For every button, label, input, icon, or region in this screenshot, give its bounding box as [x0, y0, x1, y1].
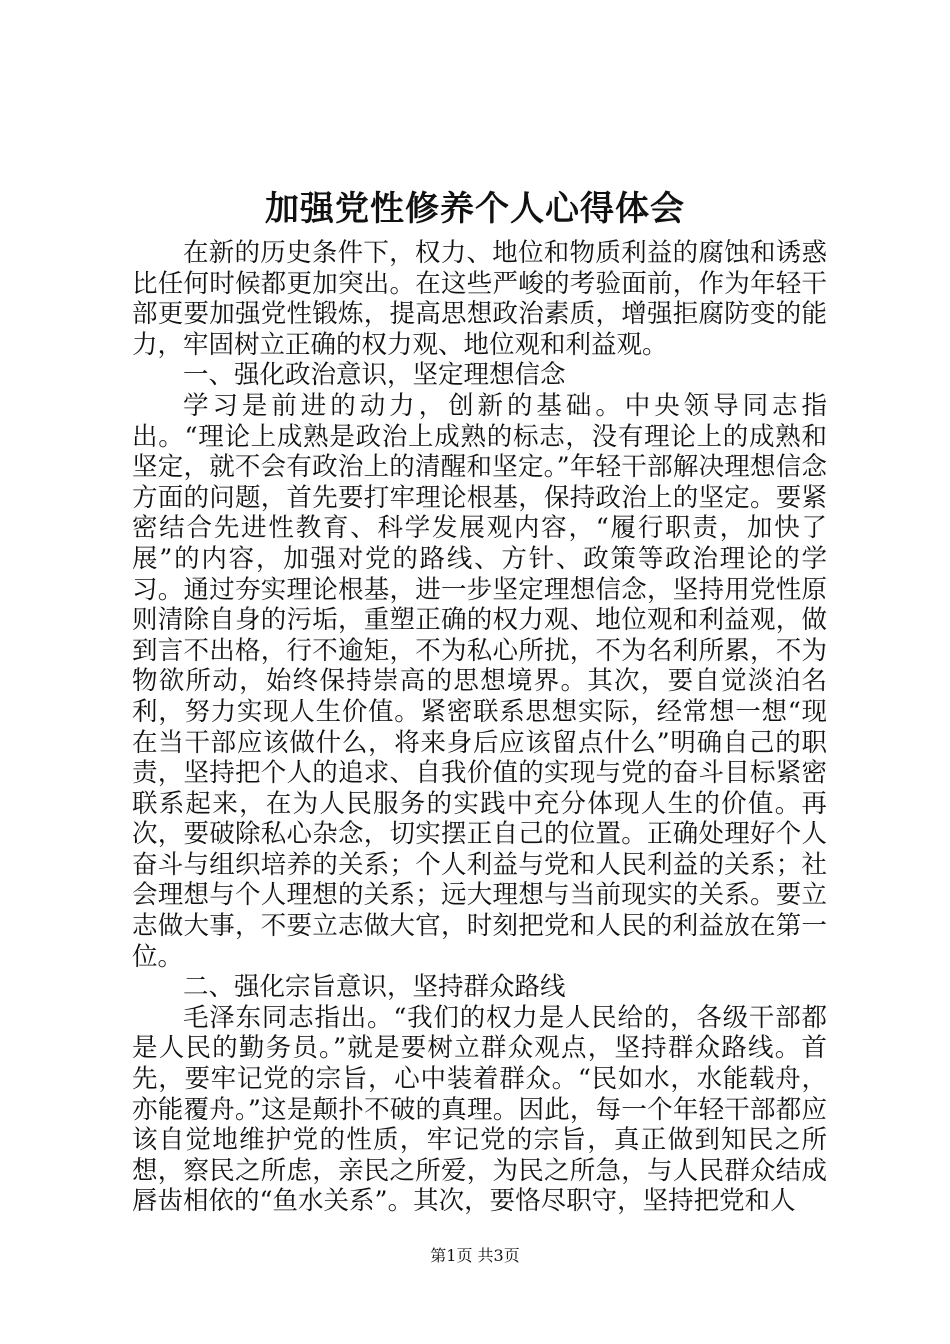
section-heading-2: 二、强化宗旨意识，坚持群众路线: [183, 972, 566, 1003]
paragraph-section-1: 学习是前进的动力，创新的基础。中央领导同志指出。“理论上成熟是政治上成熟的标志，没有理论上的成熟和坚定，就不会有政治上的清醒和坚定。”年轻干部解决理想信念方面的问题，首先要打牢理论根基，保持政治上的坚定。要紧密结合先进性教育、科学发展观内容，“履行职责，加快了展”的内容，加强对党的路线、方针、政策等政治理论的学习。通过夯实理论根基，进一步坚定理想信念，坚持用党性原则清除自身的污垢，重塑正确的权力观、地位观和利益观，做到言不出格，行不逾矩，不为私心所扰，不为名利所累，不为物欲所动，始终保持崇高的思想境界。其次，要自觉淡泊名利，努力实现人生价值。紧密联系思想实际，经常想一想“现在当干部应该做什么，将来身后应该留点什么”明确自己的职责，坚持把个人的追求、自我价值的实现与党的奋斗目标紧密联系起来，在为人民服务的实践中充分体现人生的价值。再次，要破除私心杂念，切实摆正自己的位置。正确处理好个人奋斗与组织培养的关系；个人利益与党和人民利益的关系；社会理想与个人理想的关系；远大理想与当前现实的关系。要立志做大事，不要立志做大官，时刻把党和人民的利益放在第一位。: [132, 390, 827, 972]
paragraph-intro: 在新的历史条件下，权力、地位和物质利益的腐蚀和诱惑比任何时候都更加突出。在这些严峻的考验面前，作为年轻干部更要加强党性锻炼，提高思想政治素质，增强拒腐防变的能力，牢固树立正确的权力观、地位观和利益观。: [132, 238, 827, 360]
document-body: [132, 238, 827, 1217]
paragraph-section-2: 毛泽东同志指出。“我们的权力是人民给的，各级干部都是人民的勤务员。”就是要树立群众观点，坚持群众路线。首先，要牢记党的宗旨，心中装着群众。“民如水，水能载舟，亦能覆舟。”这是颠扑不破的真理。因此，每一个年轻干部都应该自觉地维护党的性质，牢记党的宗旨，真正做到知民之所想，察民之所虑，亲民之所爱，为民之所急，与人民群众结成唇齿相依的“鱼水关系”。其次，要恪尽职守，坚持把党和人: [132, 1002, 827, 1217]
section-heading-1: 一、强化政治意识，坚定理想信念: [183, 360, 566, 391]
document-title: 加强党性修养个人心得体会: [265, 189, 685, 229]
page-number-footer: 第1页 共3页: [430, 1246, 520, 1265]
